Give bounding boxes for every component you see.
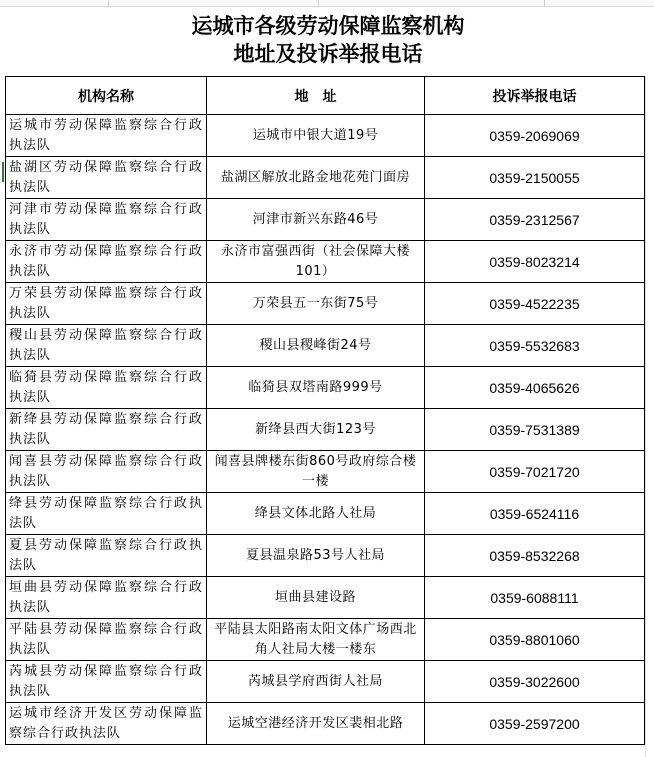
org-cell[interactable]: 闻喜县劳动保障监察综合行政执法队 [6,451,207,493]
address-cell[interactable]: 临猗县双塔南路999号 [207,367,425,409]
phone-cell[interactable]: 0359-3022600 [425,661,645,703]
phone-cell[interactable]: 0359-4065626 [425,367,645,409]
phone-cell[interactable]: 0359-7531389 [425,409,645,451]
table-row [6,367,645,409]
table-row [6,199,645,241]
address-cell[interactable]: 绛县文体北路人社局 [207,493,425,535]
table-row [6,241,645,283]
address-cell[interactable]: 夏县温泉路53号人社局 [207,535,425,577]
org-cell[interactable]: 盐湖区劳动保障监察综合行政执法队 [6,157,207,199]
org-cell[interactable]: 新绛县劳动保障监察综合行政执法队 [6,409,207,451]
table-row [6,493,645,535]
table-row [6,409,645,451]
table-row [6,535,645,577]
phone-cell[interactable]: 0359-2597200 [425,703,645,745]
org-cell[interactable]: 河津市劳动保障监察综合行政执法队 [6,199,207,241]
header-address[interactable]: 地 址 [207,77,425,115]
table-row [6,283,645,325]
address-cell[interactable]: 垣曲县建设路 [207,577,425,619]
org-cell[interactable]: 永济市劳动保障监察综合行政执法队 [6,241,207,283]
org-cell[interactable]: 运城市经济开发区劳动保障监察综合行政执法队 [6,703,207,745]
phone-cell[interactable]: 0359-8801060 [425,619,645,661]
org-cell[interactable]: 芮城县劳动保障监察综合行政执法队 [6,661,207,703]
table-row [6,661,645,703]
org-cell[interactable]: 临猗县劳动保障监察综合行政执法队 [6,367,207,409]
table-row [6,619,645,661]
phone-cell[interactable]: 0359-7021720 [425,451,645,493]
title-line-2: 地址及投诉举报电话 [233,42,423,66]
header-phone[interactable]: 投诉举报电话 [425,77,645,115]
phone-cell[interactable]: 0359-5532683 [425,325,645,367]
address-cell[interactable]: 运城市中银大道19号 [207,115,425,157]
table-row [6,325,645,367]
address-cell[interactable]: 稷山县稷峰街24号 [207,325,425,367]
phone-cell[interactable]: 0359-4522235 [425,283,645,325]
org-cell[interactable]: 万荣县劳动保障监察综合行政执法队 [6,283,207,325]
address-cell[interactable]: 盐湖区解放北路金地花苑门面房 [207,157,425,199]
phone-cell[interactable]: 0359-2069069 [425,115,645,157]
header-org[interactable]: 机构名称 [6,77,207,115]
table-row [6,115,645,157]
address-cell[interactable]: 芮城县学府西街人社局 [207,661,425,703]
table-row [6,703,645,745]
address-cell[interactable]: 河津市新兴东路46号 [207,199,425,241]
phone-cell[interactable]: 0359-2150055 [425,157,645,199]
phone-cell[interactable]: 0359-8532268 [425,535,645,577]
phone-cell[interactable]: 0359-8023214 [425,241,645,283]
phone-cell[interactable]: 0359-6088111 [425,577,645,619]
address-cell[interactable]: 万荣县五一东街75号 [207,283,425,325]
org-cell[interactable]: 稷山县劳动保障监察综合行政执法队 [6,325,207,367]
sheet-title [5,6,651,76]
title-line-1: 运城市各级劳动保障监察机构 [191,14,465,38]
org-cell[interactable]: 垣曲县劳动保障监察综合行政执法队 [6,577,207,619]
org-cell[interactable]: 夏县劳动保障监察综合行政执法队 [6,535,207,577]
empty-column-area [645,76,654,757]
org-cell[interactable]: 绛县劳动保障监察综合行政执法队 [6,493,207,535]
org-cell[interactable]: 运城市劳动保障监察综合行政执法队 [6,115,207,157]
contact-table [5,76,645,745]
phone-cell[interactable]: 0359-6524116 [425,493,645,535]
table-row [6,451,645,493]
org-cell[interactable]: 平陆县劳动保障监察综合行政执法队 [6,619,207,661]
address-cell[interactable]: 新绛县西大街123号 [207,409,425,451]
address-cell[interactable]: 闻喜县牌楼东街860号政府综合楼一楼 [207,451,425,493]
selection-marker [2,162,4,182]
address-cell[interactable]: 运城空港经济开发区裴相北路 [207,703,425,745]
address-cell[interactable]: 永济市富强西街（社会保障大楼101） [207,241,425,283]
table-row [6,577,645,619]
table-header-row [6,77,645,115]
phone-cell[interactable]: 0359-2312567 [425,199,645,241]
table-row [6,157,645,199]
address-cell[interactable]: 平陆县太阳路南太阳文体广场西北角人社局大楼一楼东 [207,619,425,661]
